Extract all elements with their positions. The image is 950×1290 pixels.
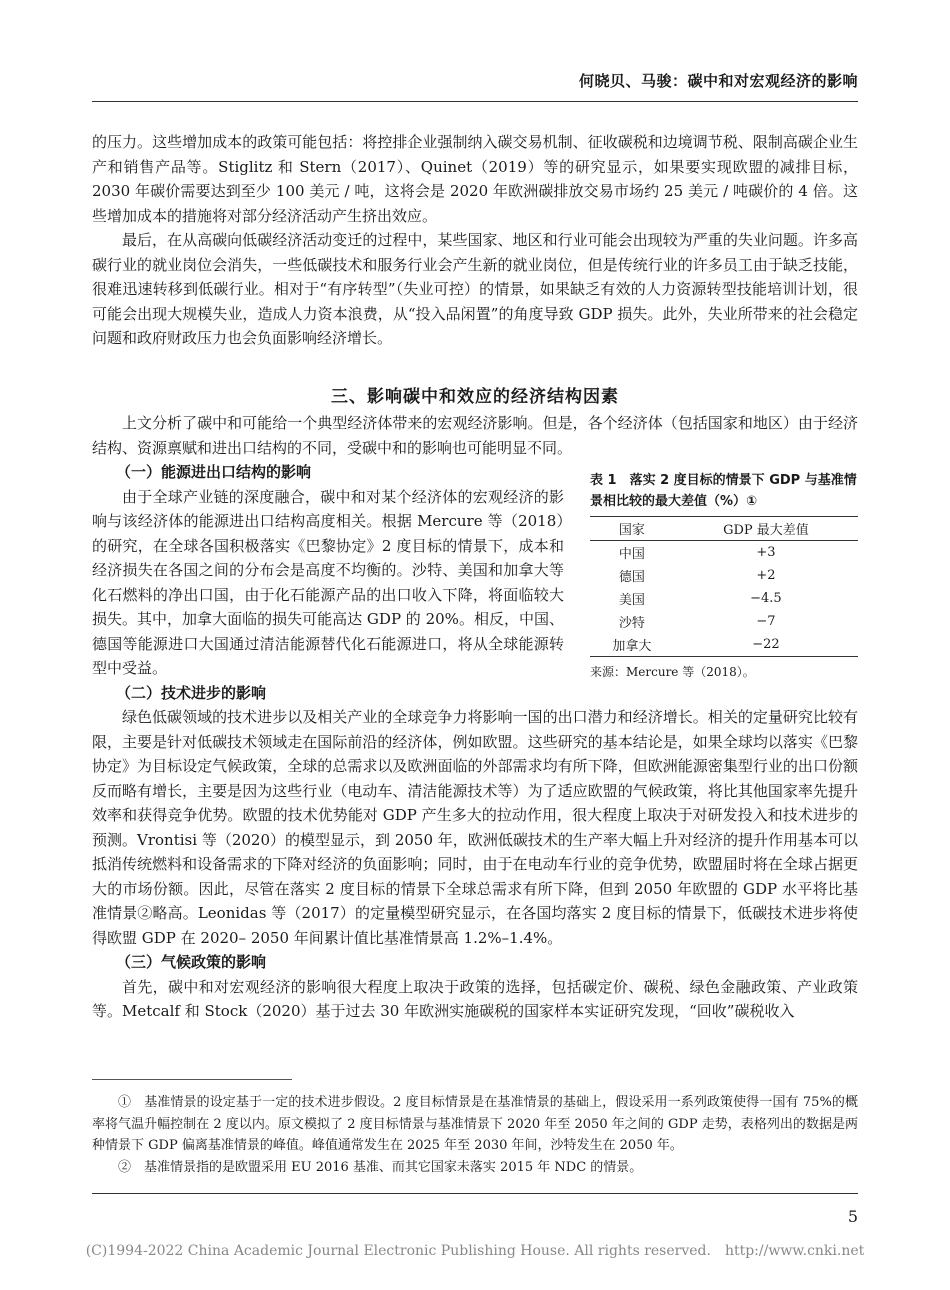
country-cell: 德国 [618,570,645,585]
country-cell: 加拿大 [612,639,652,654]
table-header-row [590,517,858,541]
table-caption: 表 1 落实 2 度目标的情景下 GDP 与基准情景相比较的最大差值（%）① [590,473,857,509]
value-cell: −7 [756,614,776,629]
page-number: 5 [847,1207,858,1226]
table-row [590,541,858,565]
subsection-text-1: 由于全球产业链的深度融合，碳中和对某个经济体的宏观经济的影响与该经济体的能源进出口结构高度相关。根据 Mercure 等（2018）的研究，在全球各国积极落实《巴黎协定》2 度目标的情景下，成本和经济损失在各国之间的分布会是高度不均衡的。沙特、美国和加拿大等化石燃料的净出口国，由于化石能源产品的出口收入下降，将面临较大损失。其中，加拿大面临的损失可能高达 GDP 的 20%。相反，中国、德国等能源进口大国通过清洁能源替代化石能源进口，将从全球能源转型中受益。 [92,487,564,677]
footnotes [92,1092,858,1178]
footnote-divider [92,1079,292,1080]
table-row [590,633,858,657]
bottom-divider [92,1193,858,1194]
top-paragraphs [92,130,858,351]
subsection-title-3: （三）气候政策的影响 [116,953,267,971]
gdp-table [590,516,858,657]
header-country: 国家 [618,523,645,538]
value-cell: +3 [756,545,776,560]
country-cell: 中国 [618,547,645,562]
table-row [590,610,858,633]
table-source: 来源：Mercure 等（2018）。 [590,665,755,679]
table-row [590,587,858,610]
subsection-title-2: （二）技术进步的影响 [116,683,267,702]
footnote-1: ① 基准情景的设定基于一定的技术进步假设。2 度目标情景是在基准情景的基础上，假设采用一系列政策使得一国有 75%的概率将气温升幅控制在 2 度以内。原文模拟了 2 度目标情景与基准情景下 2020 年至 2050 年之间的 GDP 走势，表格列出的数据是两种情景下 GDP 偏离基准情景的峰值。峰值通常发生在 2025 年至 2030 年间，沙特发生在 2050 年。 [92,1095,858,1153]
subsection-text-2: 绿色低碳领域的技术进步以及相关产业的全球竞争力将影响一国的出口潜力和经济增长。相关的定量研究比较有限，主要是针对低碳技术领域走在国际前沿的经济体，例如欧盟。这些研究的基本结论是，如果全球均以落实《巴黎协定》为目标设定气候政策，全球的总需求以及欧洲面临的外部需求均有所下降，但欧洲能源密集型行业的出口份额反而略有增长，主要是因为这些行业（电动车、清洁能源技术等）为了适应欧盟的气候政策，将比其他国家率先提升效率和获得竞争优势。欧盟的技术优势能对 GDP 产生多大的拉动作用，很大程度上取决于对研发投入和技术进步的预测。Vrontisi 等（2020）的模型显示，到 2050 年，欧洲低碳技术的生产率大幅上升对经济的提升作用基本可以抵消传统燃料和设备需求的下降对经济的负面影响；同时，由于在电动车行业的竞争优势，欧盟届时将在全球占据更大的市场份额。因此，尽管在落实 2 度目标的情景下全球总需求有所下降，但到 2050 年欧盟的 GDP 水平将比基准情景②略高。Leonidas 等（2017）的定量模型研究显示，在各国均落实 2 度目标的情景下，低碳技术进步将使得欧盟 GDP 在 2020– 2050 年间累计值比基准情景高 1.2%–1.4%。 [92,708,858,947]
value-cell: −4.5 [750,591,782,606]
section-intro: 上文分析了碳中和可能给一个典型经济体带来的宏观经济影响。但是，各个经济体（包括国家和地区）由于经济结构、资源禀赋和进出口结构的不同，受碳中和的影响也可能明显不同。 [92,414,858,457]
country-cell: 美国 [618,593,645,608]
section-title: 三、影响碳中和效应的经济结构因素 [331,387,619,407]
paragraph: 最后，在从高碳向低碳经济活动变迁的过程中，某些国家、地区和行业可能会出现较为严重的失业问题。许多高碳行业的就业岗位会消失，一些低碳技术和服务行业会产生新的就业岗位，但是传统行业的许多员工由于缺乏技能，很难迅速转移到低碳行业。相对于“有序转型”（失业可控）的情景，如果缺乏有效的人力资源转型技能培训计划，很可能会出现大规模失业，造成人力资本浪费，从“投入品闲置”的角度导致 GDP 损失。此外，失业所带来的社会稳定问题和政府财政压力也会负面影响经济增长。 [92,231,858,347]
subsection-text-3: 首先，碳中和对宏观经济的影响很大程度上取决于政策的选择，包括碳定价、碳税、绿色金融政策、产业政策等。Metcalf 和 Stock（2020）基于过去 30 年欧洲实施碳税的国家样本实证研究发现，“回收”碳税收入 [92,977,858,1020]
table-row [590,564,858,587]
footnote-2: ② 基准情景指的是欧盟采用 EU 2016 基准、而其它国家未落实 2015 年 NDC 的情景。 [118,1159,643,1175]
header-gdp-diff: GDP 最大差值 [723,523,809,538]
subsection-title-1: （一）能源进出口结构的影响 [116,463,312,481]
table-1 [590,470,858,680]
copyright-notice: (C)1994-2022 China Academic Journal Electronic Publishing House. All rights reserved. http://www.cnki.net [85,1243,865,1259]
paragraph: 的压力。这些增加成本的政策可能包括：将控排企业强制纳入碳交易机制、征收碳税和边境调节税、限制高碳企业生产和销售产品等。Stiglitz 和 Stern（2017）、Quinet（2019）等的研究显示，如果要实现欧盟的减排目标，2030 年碳价需要达到至少 100 美元 / 吨，这将会是 2020 年欧洲碳排放交易市场约 25 美元 / 吨碳价的 4 倍。这些增加成本的措施将对部分经济活动产生挤出效应。 [92,133,858,225]
country-cell: 沙特 [618,616,645,631]
running-header: 何晓贝、马骏：碳中和对宏观经济的影响 [92,70,858,102]
value-cell: −22 [752,637,780,652]
value-cell: +2 [756,568,776,583]
